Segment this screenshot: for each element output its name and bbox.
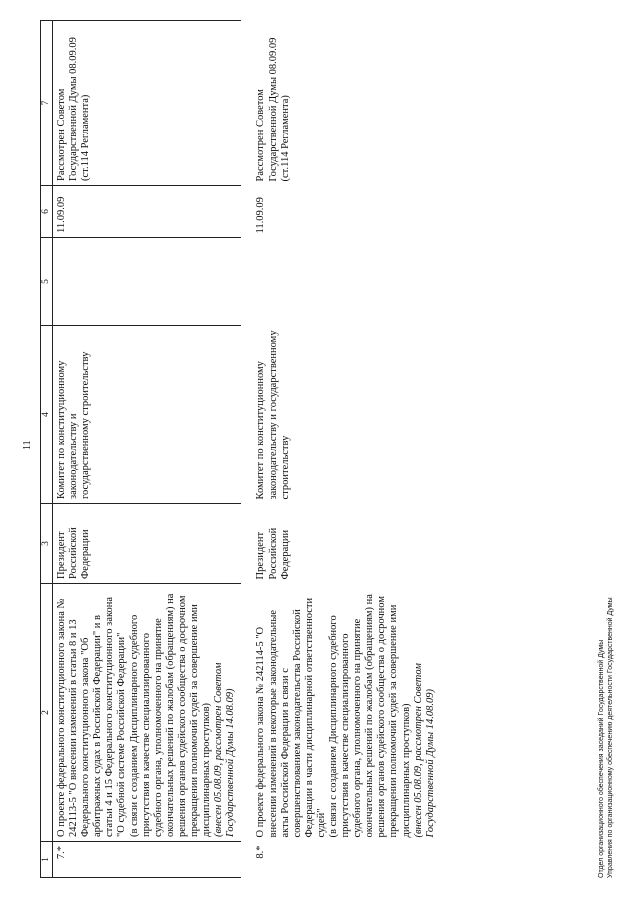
bill-author: Президент Российской Федерации — [53, 504, 242, 584]
column-header: 5 — [41, 238, 53, 326]
page-number: 11 — [22, 440, 33, 450]
review-date: 11.09.09 — [53, 186, 242, 238]
column-header-row — [41, 21, 53, 878]
column-header: 3 — [41, 504, 53, 584]
bill-author: Президент Российской Федерации — [255, 527, 291, 580]
column-5-cell — [53, 238, 242, 326]
bill-note: (внесен 05.08.09, рассмотрен Советом Государственной Думы 14.08.09) — [412, 663, 436, 838]
item-number: 7.* — [53, 842, 242, 878]
column-5-cell — [241, 238, 440, 326]
column-header: 2 — [41, 584, 53, 842]
footer-line: Отдел организационного обеспечения заседаний Государственной Думы — [598, 639, 605, 878]
responsible-committee: Комитет по конституционному законодательству и государственному строительству — [255, 330, 291, 500]
column-header: 4 — [41, 326, 53, 504]
bill-title: О проекте федерального конституционного закона № 242113-5 "О внесении изменений в статьи 8 и 13 Федерального конституционного закона "Об арбитражных судах в Российской Федерации" и в статьи 4 и 15 Федерального конституционного закона "О судебной системе Российской Федерации" — [56, 596, 128, 837]
bill-description — [241, 584, 440, 842]
bill-description — [53, 584, 242, 842]
table-row — [241, 21, 440, 878]
footer — [598, 597, 615, 878]
column-header: 1 — [41, 842, 53, 878]
item-number: 8.* — [255, 845, 267, 859]
bill-status: Рассмотрен Советом Государственной Думы 08.09.09 (ст.114 Регламента) — [53, 21, 242, 186]
footer-line: Управления по организационному обеспечению деятельности Государственной Думы — [606, 597, 614, 878]
table-row — [53, 21, 242, 878]
review-date: 11.09.09 — [255, 197, 267, 234]
column-header: 7 — [41, 21, 53, 186]
column-header: 6 — [41, 186, 53, 238]
agenda-table — [40, 20, 441, 878]
responsible-committee: Комитет по конституционному законодательству и государственному строительству — [53, 326, 242, 504]
bill-reason: (в связи с созданием Дисциплинарного судебного присутствия в качестве специализированного судебного органа, уполномоченного на принятие окончательных решений по жалобам (обращениям) на решения органов судейского сообщества о досрочном прекращении полномочий судей за совершение ими дисциплинарных проступков) — [128, 593, 213, 837]
bill-note: (внесен 05.08.09, рассмотрен Советом Государственной Думы 14.08.09) — [213, 662, 237, 837]
bill-status: Рассмотрен Советом Государственной Думы 08.09.09 (ст.114 Регламента) — [255, 37, 291, 182]
bill-reason: (в связи с созданием Дисциплинарного судебного присутствия в качестве специализированного судебного органа, уполномоченного на принятие окончательных решений по жалобам (обращениям) на решения органов судейского сообщества о досрочном прекращении полномочий судей за совершение ими дисциплинарных проступков) — [327, 594, 412, 838]
bill-title: О проекте федерального закона № 242114-5 "О внесении изменений в некоторые законодательные акты Российской Федерации в связи с совершенствованием законодательства Российской Федерации в части дисциплинарной ответственности судей" — [255, 597, 327, 838]
